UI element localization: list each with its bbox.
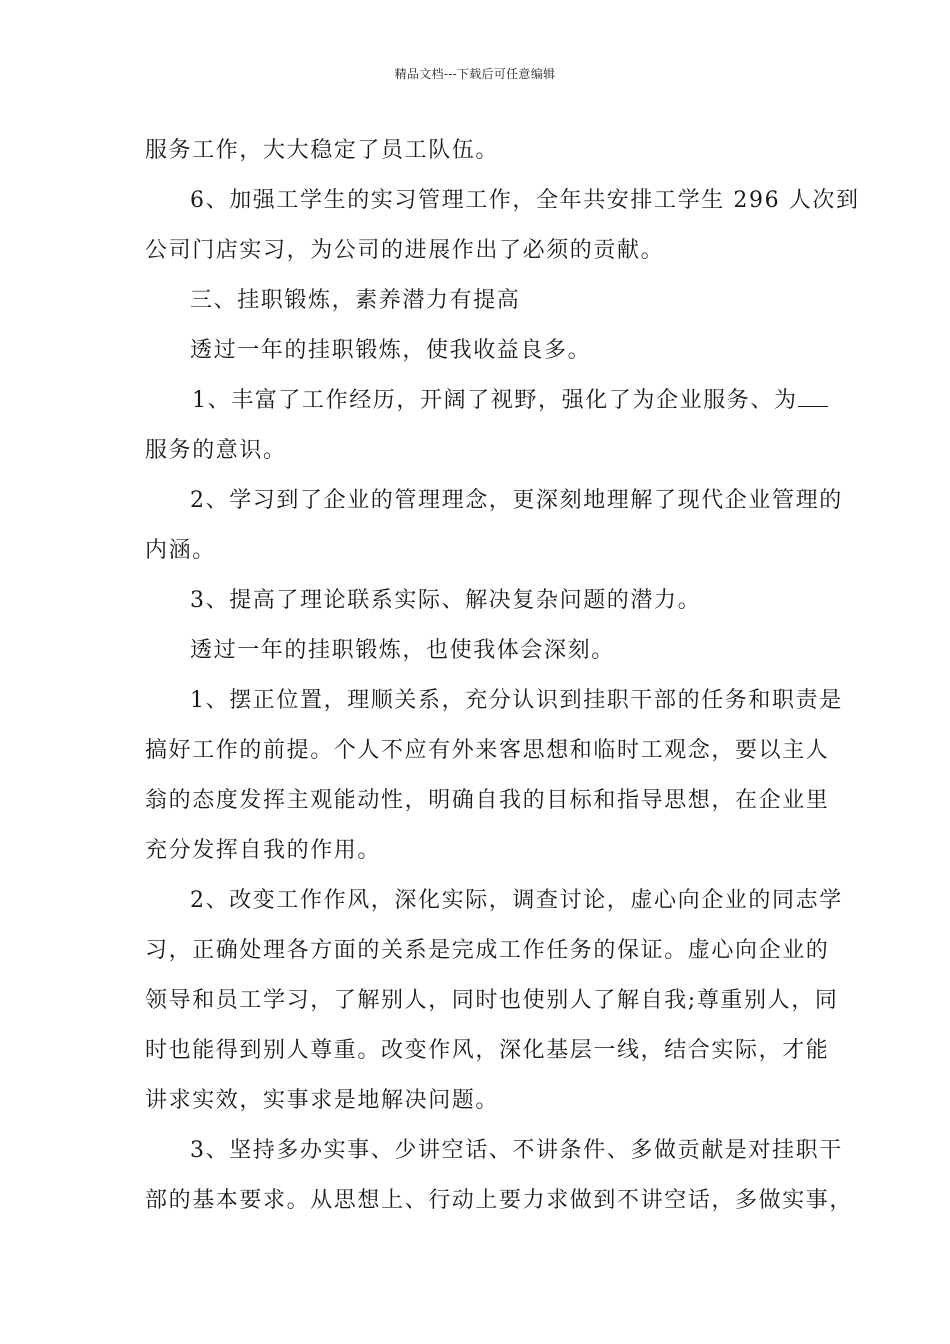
body-line: 2、学习到了企业的管理理念，更深刻地理解了现代企业管理的 (190, 488, 843, 513)
body-line: 2、改变工作作风，深化实际，调查讨论，虚心向企业的同志学 (190, 888, 843, 913)
body-line: 服务工作，大大稳定了员工队伍。 (145, 138, 500, 163)
body-line: 3、提高了理论联系实际、解决复杂问题的潜力。 (190, 588, 702, 613)
body-line: 3、坚持多办实事、少讲空话、不讲条件、多做贡献是对挂职干 (190, 1138, 843, 1163)
body-line: 6、加强工学生的实习管理工作，全年共安排工学生 296 人次到 (190, 188, 860, 213)
body-line: 服务的意识。 (145, 438, 287, 463)
section-heading: 三、挂职锻炼，素养潜力有提高 (190, 288, 521, 313)
body-line: 讲求实效，实事求是地解决问题。 (145, 1088, 500, 1113)
body-line-text: 1、丰富了工作经历，开阔了视野，强化了为企业服务、为 (192, 388, 798, 413)
body-line: 部的基本要求。从思想上、行动上要力求做到不讲空话，多做实事， (145, 1188, 854, 1213)
body-line: 透过一年的挂职锻炼，使我收益良多。 (190, 338, 592, 363)
body-line (192, 386, 828, 416)
body-line: 领导和员工学习，了解别人，同时也使别人了解自我;尊重别人，同 (145, 988, 839, 1013)
body-line: 公司门店实习，为公司的进展作出了必须的贡献。 (145, 238, 665, 263)
body-line: 翁的态度发挥主观能动性，明确自我的目标和指导思想，在企业里 (145, 788, 830, 813)
page-header: 精品文档---下载后可任意编辑 (394, 67, 556, 81)
body-line: 内涵。 (145, 538, 216, 563)
body-line: 1、摆正位置，理顺关系，充分认识到挂职干部的任务和职责是 (190, 688, 843, 713)
body-line: 习，正确处理各方面的关系是完成工作任务的保证。虚心向企业的 (145, 938, 830, 963)
body-line: 搞好工作的前提。个人不应有外来客思想和临时工观念，要以主人 (145, 738, 830, 763)
body-line: 透过一年的挂职锻炼，也使我体会深刻。 (190, 638, 615, 663)
blank-underline (798, 386, 828, 407)
body-line: 时也能得到别人尊重。改变作风，深化基层一线，结合实际，才能 (145, 1038, 830, 1063)
body-line: 充分发挥自我的作用。 (145, 838, 382, 863)
